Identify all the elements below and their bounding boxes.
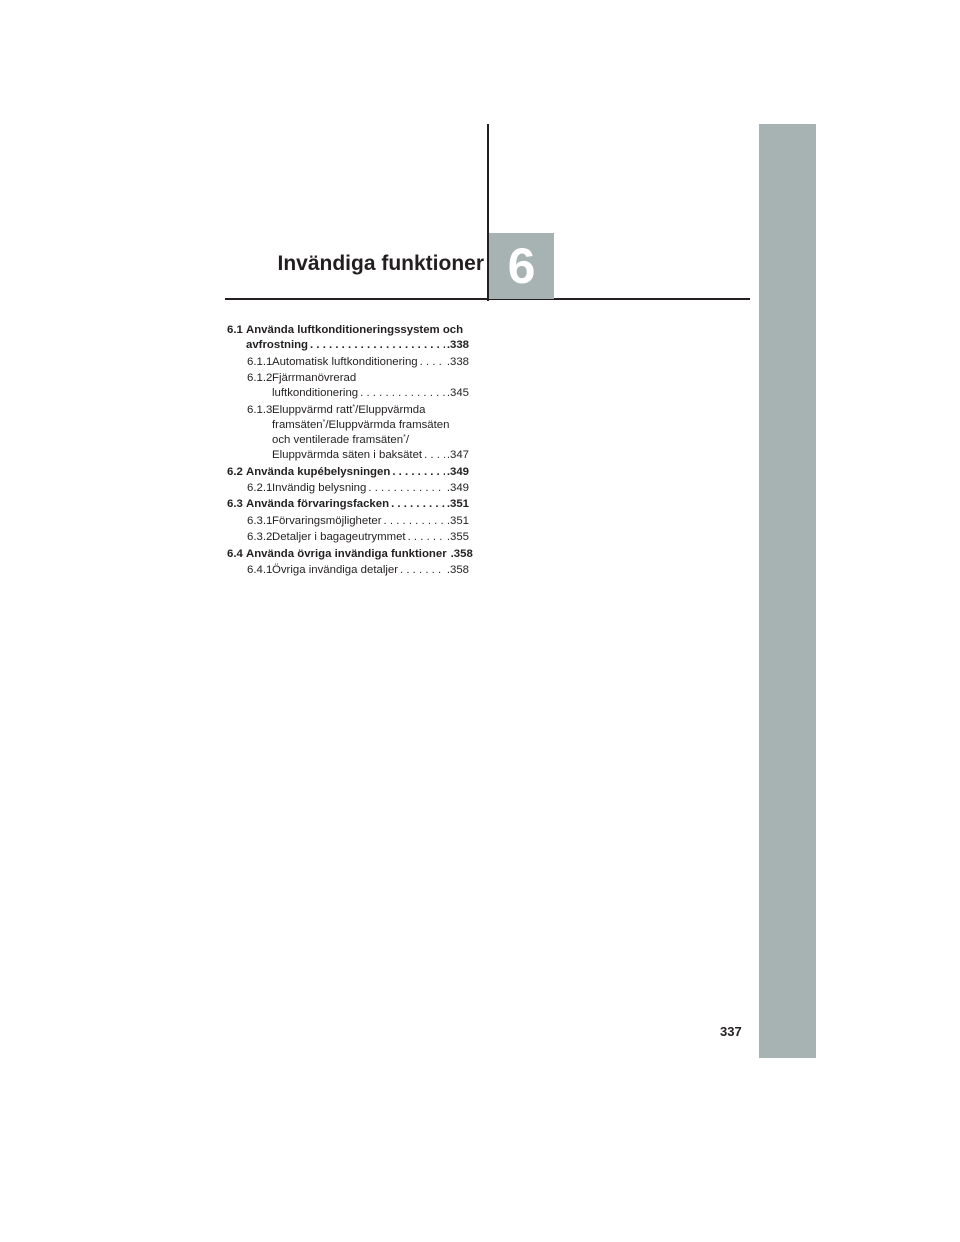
toc-entry-number: 6.4.1 <box>247 563 273 576</box>
chapter-side-tab <box>759 124 816 1058</box>
toc-entry-number: 6.1 <box>227 324 243 336</box>
toc-entry-6-1-2[interactable] <box>227 371 469 401</box>
toc-entry-title: Använda övriga invändiga funktioner <box>246 547 447 560</box>
toc-entry-page: .358 <box>450 547 473 560</box>
toc-entry-page: .358 <box>446 563 469 576</box>
toc-entry-number: 6.1.3 <box>247 403 273 416</box>
toc-entry-6-3-1[interactable] <box>227 514 469 529</box>
toc-entry-title: / <box>405 433 409 446</box>
page-number: 337 <box>720 1024 742 1039</box>
toc-entry-title: Använda luftkonditioneringssystem och <box>246 324 464 336</box>
toc-entry-6-3[interactable] <box>227 497 469 512</box>
toc-entry-title: Förvaringsmöjligheter <box>272 514 382 527</box>
optional-equipment-mark: * <box>322 418 326 426</box>
toc-entry-page: .345 <box>446 387 469 400</box>
toc-entry-page: .347 <box>446 449 469 462</box>
toc-leader-dots <box>358 386 445 401</box>
toc-entry-6-4-1[interactable] <box>227 563 469 578</box>
table-of-contents <box>227 323 473 579</box>
toc-entry-6-3-2[interactable] <box>227 530 469 545</box>
toc-entry-title: Eluppvärmd ratt <box>272 403 353 416</box>
toc-entry-number: 6.1.2 <box>247 371 273 384</box>
toc-entry-page: .349 <box>446 481 469 494</box>
toc-entry-title: Detaljer i bagageutrymmet <box>272 531 406 544</box>
toc-entry-page: .351 <box>446 498 469 511</box>
header-horizontal-rule <box>225 298 750 300</box>
toc-entry-number: 6.3 <box>227 498 243 511</box>
toc-entry-number: 6.3.1 <box>247 514 273 527</box>
toc-entry-6-1[interactable] <box>227 323 469 353</box>
toc-entry-6-2[interactable] <box>227 465 469 480</box>
toc-entry-number: 6.4 <box>227 547 243 560</box>
toc-entry-page: .349 <box>446 465 469 478</box>
toc-entry-page: .338 <box>446 355 469 368</box>
toc-entry-number: 6.2.1 <box>247 481 273 494</box>
toc-entry-number: 6.2 <box>227 465 243 478</box>
toc-entry-title: Fjärrmanövrerad <box>272 371 357 384</box>
toc-entry-title: Använda förvaringsfacken <box>246 498 390 511</box>
toc-entry-page: .351 <box>446 514 469 527</box>
toc-entry-title: Använda kupébelysningen <box>246 465 391 478</box>
toc-leader-dots <box>422 448 445 463</box>
toc-entry-title: Invändig belysning <box>272 481 367 494</box>
toc-entry-title: /Eluppvärmda <box>355 403 426 416</box>
toc-entry-title: och ventilerade framsäten <box>272 433 404 446</box>
toc-leader-dots <box>406 530 445 545</box>
toc-entry-title: luftkonditionering <box>272 387 359 400</box>
toc-entry-page: .355 <box>446 531 469 544</box>
toc-leader-dots <box>418 355 445 370</box>
toc-leader-dots <box>390 465 445 480</box>
chapter-title: Invändiga funktioner <box>277 252 484 275</box>
toc-entry-title: Eluppvärmda säten i baksätet <box>272 449 423 462</box>
toc-entry-6-2-1[interactable] <box>227 481 469 496</box>
toc-entry-number: 6.1.1 <box>247 355 273 368</box>
toc-leader-dots <box>382 514 445 529</box>
optional-equipment-mark: * <box>352 403 356 411</box>
toc-entry-title: framsäten <box>272 418 323 431</box>
toc-entry-title: Automatisk luftkonditionering <box>272 355 418 368</box>
toc-entry-number: 6.3.2 <box>247 531 273 544</box>
optional-equipment-mark: * <box>403 433 406 441</box>
toc-leader-dots <box>398 563 445 578</box>
toc-entry-title: avfrostning <box>246 339 309 352</box>
toc-entry-6-1-1[interactable] <box>227 355 469 370</box>
toc-entry-page: .338 <box>446 339 469 352</box>
toc-entry-title: Övriga invändiga detaljer <box>272 563 399 576</box>
toc-entry-title: /Eluppvärmda framsäten <box>325 418 450 431</box>
chapter-number-badge: 6 <box>489 233 554 299</box>
toc-entry-6-1-3[interactable] <box>227 403 469 464</box>
toc-leader-dots <box>366 481 444 496</box>
toc-leader-dots <box>389 497 445 512</box>
toc-leader-dots <box>308 338 445 353</box>
toc-entry-6-4[interactable] <box>227 547 473 562</box>
